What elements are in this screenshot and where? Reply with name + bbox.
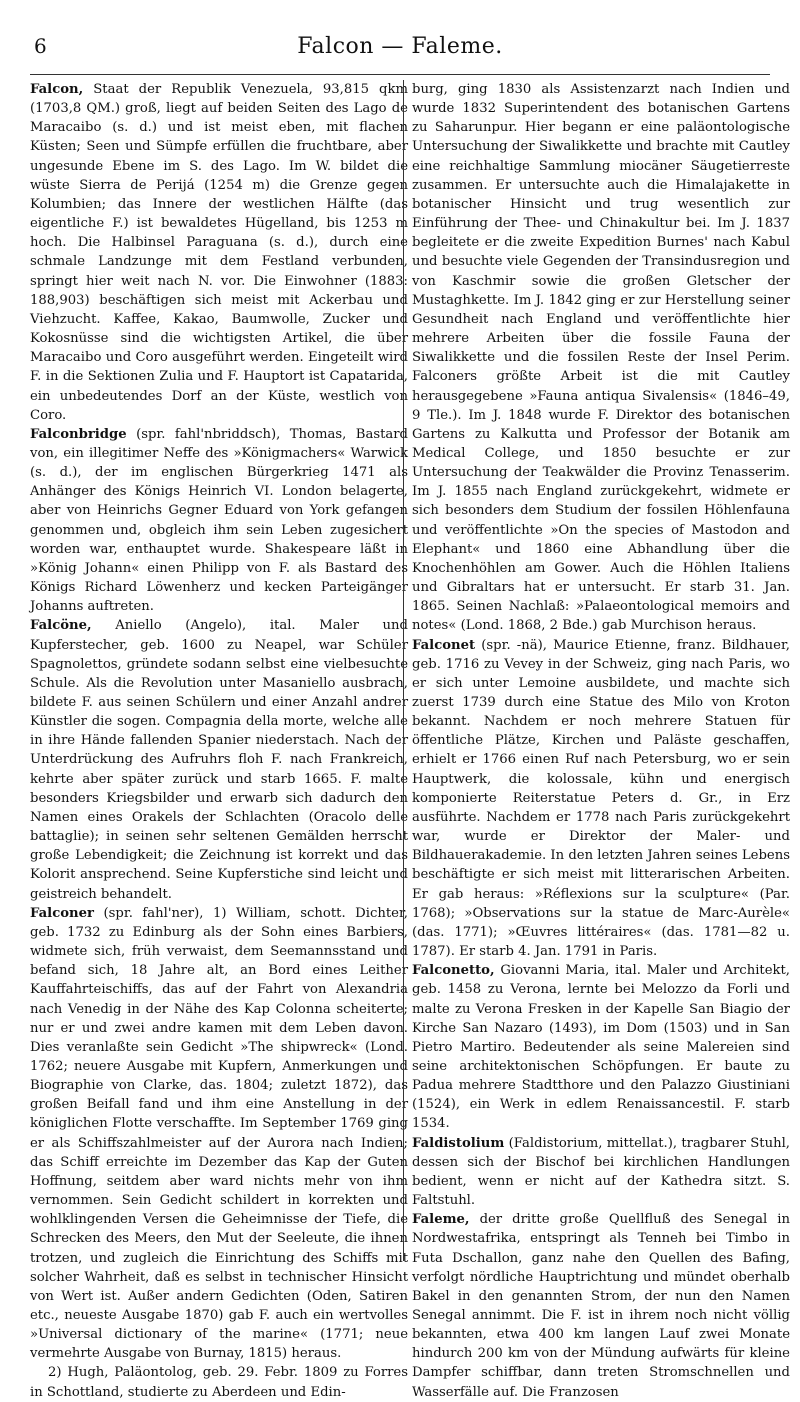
entry-lemma: Falcöne,: [30, 618, 92, 634]
page-header: [34, 34, 766, 70]
page-number: 6: [34, 34, 47, 58]
entry-falconetto: [412, 961, 790, 1133]
running-head: Falcon — Faleme.: [297, 34, 503, 59]
entry-falconer: [30, 904, 408, 1364]
entry-lemma: Faldistolium: [412, 1135, 505, 1151]
header-rule: [30, 74, 770, 75]
right-column: [412, 80, 790, 1400]
entry-lemma: Falconbridge: [30, 426, 127, 442]
entry-text: (spr. -nä), Maurice Etienne, franz. Bildhauer, geb. 1716 zu Vevey in der Schweiz, ging nach Paris, wo er sich unter Lemoine ausbildete, und machte sich zuerst 1739 durch eine Statue des Milo von Kroton bekannt. Nachdem er noch mehrere Statuen für öffentliche Plätze, Kirchen und Paläste geschaffen, erhielt er 1766 einen Ruf nach Petersburg, wo er sein Hauptwerk, die kolossale, kühn und energisch komponierte Reiterstatue Peters d. Gr., in Erz ausführte. Nachdem er 1778 nach Paris zurückgekehrt war, wurde er Direktor der Maler- und Bildhauerakademie. In den letzten Jahren seines Lebens beschäftigte er sich meist mit litterarischen Arbeiten. Er gab heraus: »Réflexions sur la sculpture« (Par. 1768); »Observations sur la statue de Marc-Aurèle« (das. 1771); »Œuvres littéraires« (das. 1781—82 u. 1787). Er starb 4. Jan. 1791 in Paris.: [412, 637, 790, 960]
entry-falconbridge: [30, 425, 408, 617]
entry-falcone: [30, 616, 408, 903]
entry-text: Aniello (Angelo), ital. Maler und Kupferstecher, geb. 1600 zu Neapel, war Schüler Spagnolettos, gründete sodann selbst eine vielbesuchte Schule. Als die Revolution unter Masaniello ausbrach, bildete F. aus seinen Schülern und einer Anzahl andrer Künstler die sogen. Compagnia della morte, welche alle in ihre Hände fallenden Spanier niederstach. Nach der Unterdrückung des Aufruhrs floh F. nach Frankreich, kehrte aber später zurück und starb 1665. F. malte besonders Kriegsbilder und erwarb sich dadurch den Namen eines Orakels der Schlachten (Oracolo delle battaglie); in seinen sehr seltenen Gemälden herrscht große Lebendigkeit; die Zeichnung ist korrekt und das Kolorit ansprechend. Seine Kupferstiche sind leicht und geistreich behandelt.: [30, 618, 408, 902]
entry-text: Giovanni Maria, ital. Maler und Architekt, geb. 1458 zu Verona, lernte bei Melozzo da Forli und malte zu Verona Fresken in der Kapelle San Biagio der Kirche San Nazaro (1493), im Dom (1503) und in San Pietro Martiro. Bedeutender als seine Malereien sind seine architektonischen Schöpfungen. Er baute zu Padua mehrere Stadtthore und den Palazzo Giustiniani (1524), ein Werk in edlem Renaissancestil. F. starb 1534.: [412, 963, 790, 1132]
entry-text: (Faldistorium, mittellat.), tragbarer Stuhl, dessen sich der Bischof bei kirchlichen Handlungen bedient, wenn er nicht auf der Kathedra sitzt. S. Faltstuhl.: [412, 1135, 790, 1209]
entry-lemma: Falcon,: [30, 82, 84, 97]
entry-lemma: Falconet: [412, 637, 476, 653]
entry-falconer-hugh: [30, 1363, 408, 1401]
entry-lemma: Falconer: [30, 905, 94, 921]
entry-falconet: [412, 636, 790, 962]
entry-lemma: Faleme,: [412, 1212, 470, 1228]
entry-text: (spr. fahl'nbriddsch), Thomas, Bastard von, ein illegitimer Neffe des »Königmachers« Warwick (s. d.), der im englischen Bürgerkrieg 1471 als Anhänger des Königs Heinrich VI. London belagerte, aber von Heinrichs Gegner Eduard von York gefangen genommen und, obgleich ihm sein Leben zugesichert worden war, enthauptet wurde. Shakespeare läßt in »König Johann« einen Philipp von F. als Bastard des Königs Richard Löwenherz und kecken Parteigänger Johanns auftreten.: [30, 426, 408, 615]
entry-falcon: [30, 80, 408, 425]
left-column: [30, 80, 408, 1400]
entry-text: Staat der Republik Venezuela, 93,815 qkm (1703,8 QM.) groß, liegt auf beiden Seiten des Lago de Maracaibo (s. d.) und ist meist eben, mit flachen Küsten; Seen und Sümpfe erfüllen die fruchtbare, aber ungesunde Ebene im S. des Lago. Im W. bildet die wüste Sierra de Perijá (1254 m) die Grenze gegen Kolumbien; das Innere der westlichen Hälfte (das eigentliche F.) ist bewaldetes Hügelland, bis 1253 m hoch. Die Halbinsel Paraguana (s. d.), durch eine schmale Landzunge mit dem Festland verbunden, springt hier weit nach N. vor. Die Einwohner (1883: 188,903) beschäftigen sich meist mit Ackerbau und Viehzucht. Kaffee, Kakao, Baumwolle, Zucker und Kokosnüsse sind die wichtigsten Artikel, die über Maracaibo und Coro ausgeführt werden. Eingeteilt wird F. in die Sektionen Zulia und F. Hauptort ist Capatarida, ein unbedeutendes Dorf an der Küste, westlich von Coro.: [30, 82, 408, 423]
entry-text: der dritte große Quellfluß des Senegal in Nordwestafrika, entspringt als Tenneh bei Timbo in Futa Dschallon, ganz nahe den Quellen des Bafing, verfolgt nördliche Hauptrichtung und mündet oberhalb Bakel in den genannten Strom, der nun den Namen Senegal annimmt. Die F. ist in ihrem noch nicht völlig bekannten, etwa 400 km langen Lauf zwei Monate hindurch 200 km von der Mündung aufwärts für kleine Dampfer schiffbar, dann treten Stromschnellen und Wasserfälle auf. Die Franzosen: [412, 1212, 790, 1400]
entry-faleme: [412, 1210, 790, 1402]
column-divider: [403, 80, 404, 1261]
entry-text: burg, ging 1830 als Assistenzarzt nach Indien und wurde 1832 Superintendent des botanischen Gartens zu Saharunpur. Hier begann er eine paläontologische Untersuchung der Siwalikkette und brachte mit Cautley eine reichhaltige Sammlung miocäner Säugetierreste zusammen. Er untersuchte auch die Himalajakette in botanischer Hinsicht und trug wesentlich zur Einführung der Thee- und Chinakultur bei. Im J. 1837 begleitete er die zweite Expedition Burnes' nach Kabul und besuchte viele Gegenden der Transindusregion und von Kaschmir sowie die großen Gletscher der Mustaghkette. Im J. 1842 ging er zur Herstellung seiner Gesundheit nach England und veröffentlichte hier mehrere Arbeiten über die fossile Fauna der Siwalikkette und die fossilen Reste der Insel Perim. Falconers größte Arbeit ist die mit Cautley herausgegebene »Fauna antiqua Sivalensis« (1846–49, 9 Tle.). Im J. 1848 wurde F. Direktor des botanischen Gartens zu Kalkutta und Professor der Botanik am Medical College, und 1850 besuchte er zur Untersuchung der Teakwälder die Provinz Tenasserim. Im J. 1855 nach England zurückgekehrt, widmete er sich besonders dem Studium der fossilen Höhlenfauna und veröffentlichte »On the species of Mastodon and Elephant« und 1860 eine Abhandlung über die Knochenhöhlen am Gower. Auch die Höhlen Italiens und Gibraltars hat er untersucht. Er starb 31. Jan. 1865. Seinen Nachlaß: »Palaeontological memoirs and notes« (Lond. 1868, 2 Bde.) gab Murchison heraus.: [412, 82, 790, 634]
entry-falconer-hugh-continued: [412, 80, 790, 636]
entry-lemma: Falconetto,: [412, 963, 495, 979]
entry-text: 2) Hugh, Paläontolog, geb. 29. Febr. 1809 zu Forres in Schottland, studierte zu Aberdeen und Edin-: [30, 1365, 408, 1400]
entry-faldistolium: [412, 1134, 790, 1211]
entry-text: (spr. fahl'ner), 1) William, schott. Dichter, geb. 1732 zu Edinburg als der Sohn eines Barbiers, widmete sich, früh verwaist, dem Seemannsstand und befand sich, 18 Jahre alt, an Bord eines Leither Kauffahrteischiffs, das auf der Fahrt von Alexandria nach Venedig in der Nähe des Kap Colonna scheiterte; nur er und zwei andre kamen mit dem Leben davon. Dies veranlaßte sein Gedicht »The shipwreck« (Lond. 1762; neuere Ausgabe mit Kupfern, Anmerkungen und Biographie von Clarke, das. 1804; zuletzt 1872), das großen Beifall fand und ihm eine Anstellung in der königlichen Flotte verschaffte. Im September 1769 ging er als Schiffszahlmeister auf der Aurora nach Indien; das Schiff erreichte im Dezember das Kap der Guten Hoffnung, seitdem aber ward nichts mehr von ihm vernommen. Sein Gedicht schildert in korrekten und wohlklingenden Versen die Geheimnisse der Tiefe, die Schrecken des Meers, den Mut der Seeleute, die ihnen trotzen, und zugleich die Einrichtung des Schiffs mit solcher Wahrheit, daß es selbst in technischer Hinsicht von Wert ist. Außer andern Gedichten (Oden, Satiren etc., neueste Ausgabe 1870) gab F. auch ein wertvolles »Universal dictionary of the marine« (1771; neue vermehrte Ausgabe von Burnay, 1815) heraus.: [30, 905, 408, 1362]
